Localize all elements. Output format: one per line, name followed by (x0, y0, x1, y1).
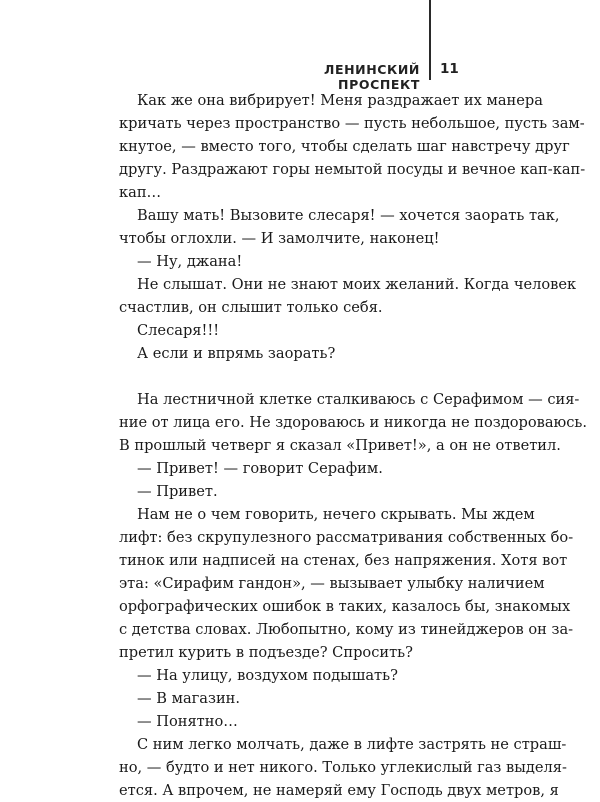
text-line: С ним легко молчать, даже в лифте застрять не страш- (137, 736, 567, 753)
header-divider-rule (429, 0, 431, 80)
text-line: чтобы оглохли. — И замолчите, наконец! (119, 230, 440, 247)
text-line: счастлив, он слышит только себя. (119, 299, 383, 316)
text-line: А если и впрямь заорать? (137, 345, 336, 362)
text-line: — Привет. (137, 483, 218, 500)
text-line: с детства словах. Любопытно, кому из тинейджеров он за- (119, 621, 574, 638)
text-line: орфографических ошибок в таких, казалось бы, знакомых (119, 598, 571, 615)
text-line: На лестничной клетке сталкиваюсь с Серафимом — сия- (137, 391, 580, 408)
text-line: кап… (119, 184, 162, 201)
running-header-title: ЛЕНИНСКИЙ ПРОСПЕКТ (323, 62, 420, 92)
text-line: Вашу мать! Вызовите слесаря! — хочется заорать так, (137, 207, 560, 224)
text-line: В прошлый четверг я сказал «Привет!», а он не ответил. (119, 437, 561, 454)
text-line: кнутое, — вместо того, чтобы сделать шаг навстречу друг (119, 138, 570, 155)
text-line: — Ну, джана! (137, 253, 243, 270)
text-line: ется. А впрочем, не намеряй ему Господь двух метров, я (119, 782, 559, 799)
text-line: Не слышат. Они не знают моих желаний. Когда человек (137, 276, 577, 293)
text-line: но, — будто и нет никого. Только углекислый газ выделя- (119, 759, 567, 776)
text-line: Слесаря!!! (137, 322, 220, 339)
page-number: 11 (440, 61, 459, 77)
text-line: другу. Раздражают горы немытой посуды и вечное кап-кап- (119, 161, 586, 178)
section-break (119, 365, 473, 388)
text-line: — В магазин. (137, 690, 241, 707)
text-line: — Понятно… (137, 713, 238, 730)
text-line: Нам не о чем говорить, нечего скрывать. Мы ждем (137, 506, 535, 523)
text-line: Как же она вибрирует! Меня раздражает их манера (137, 92, 543, 109)
text-line: — Привет! — говорит Серафим. (137, 460, 383, 477)
text-line: — На улицу, воздухом подышать? (137, 667, 398, 684)
text-line: эта: «Сирафим гандон», — вызывает улыбку наличием (119, 575, 545, 592)
body-text (119, 89, 587, 802)
text-line: лифт: без скрупулезного рассматривания собственных бо- (119, 529, 574, 546)
text-line: ние от лица его. Не здороваюсь и никогда не поздороваюсь. (119, 414, 587, 431)
text-line: тинок или надписей на стенах, без напряжения. Хотя вот (119, 552, 568, 569)
text-line: претил курить в подъезде? Спросить? (119, 644, 413, 661)
text-line: кричать через пространство — пусть небольшое, пусть зам- (119, 115, 585, 132)
